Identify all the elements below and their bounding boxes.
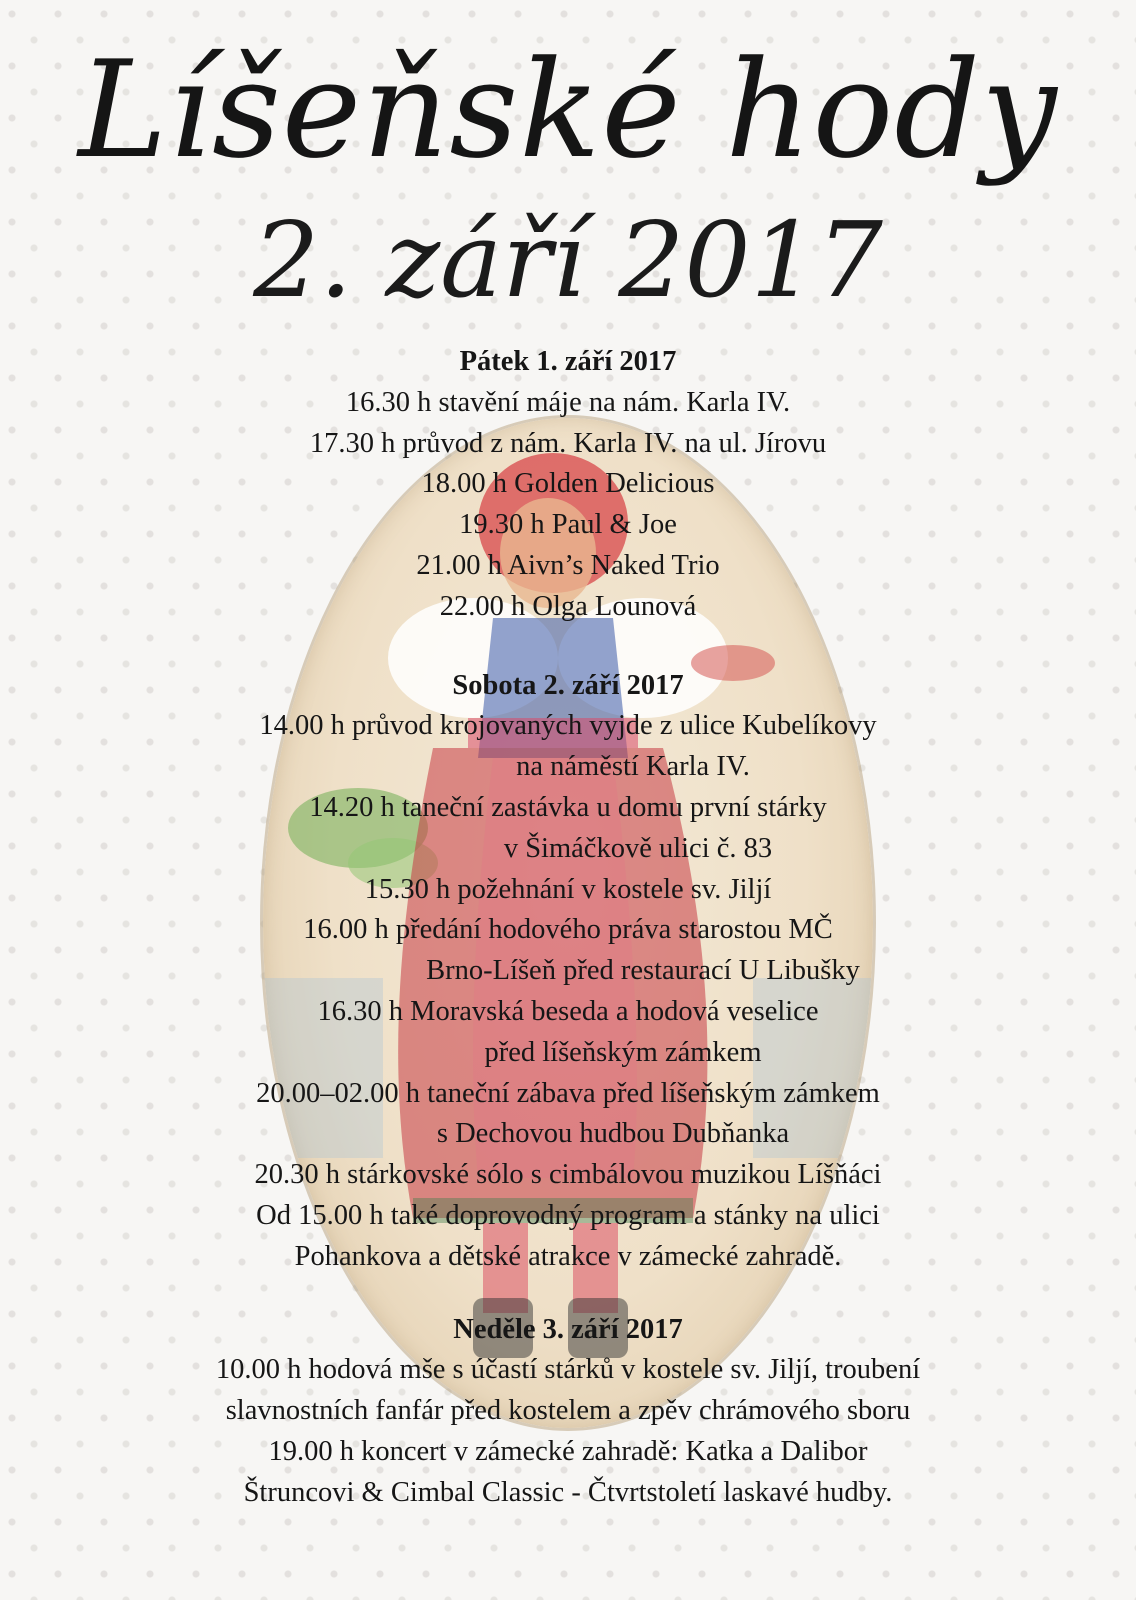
schedule-item: 17.30 h průvod z nám. Karla IV. na ul. Jírovu [309, 427, 827, 459]
event-program [0, 342, 1136, 1514]
schedule-item: 14.00 h průvod krojovaných vyjde z ulice Kubelíkovy [259, 710, 877, 742]
schedule-item: 21.00 h Aivn’s Naked Trio [416, 549, 720, 581]
schedule-item: 16.00 h předání hodového práva starostou MČ [303, 914, 833, 946]
section-gap [0, 628, 1136, 666]
schedule-item: 22.00 h Olga Lounová [439, 590, 697, 622]
schedule-item-continuation: před líšeňským zámkem [484, 1036, 762, 1068]
schedule-item: 16.30 h Moravská beseda a hodová veselice [317, 995, 819, 1027]
schedule-item: 15.30 h požehnání v kostele sv. Jiljí [364, 873, 772, 905]
schedule-item: 18.00 h Golden Delicious [421, 468, 715, 500]
event-title: Líšeňské hody [78, 32, 1058, 188]
schedule-item: 14.20 h taneční zastávka u domu první stárky [309, 791, 827, 823]
schedule-item-continuation: s Dechovou hudbou Dubňanka [436, 1118, 790, 1150]
schedule-item: 19.00 h koncert v zámecké zahradě: Katka a Dalibor [268, 1435, 868, 1467]
schedule-item: 10.00 h hodová mše s účastí stárků v kostele sv. Jiljí, troubení [215, 1354, 921, 1386]
schedule-item-continuation: Brno-Líšeň před restaurací U Libušky [426, 955, 860, 987]
schedule-item-continuation: Štruncovi & Cimbal Classic - Čtvrtstoletí laskavé hudby. [243, 1476, 893, 1508]
schedule-item: 19.30 h Paul & Joe [459, 509, 677, 541]
day-heading: Pátek 1. září 2017 [459, 346, 677, 377]
schedule-note: Pohankova a dětské atrakce v zámecké zahradě. [294, 1240, 842, 1272]
schedule-item-continuation: v Šimáčkově ulici č. 83 [503, 832, 773, 864]
event-date: 2. září 2017 [253, 199, 883, 321]
sunday-schedule [0, 1310, 1136, 1514]
day-heading: Sobota 2. září 2017 [452, 669, 684, 701]
friday-schedule [0, 342, 1136, 628]
schedule-item-continuation: slavnostních fanfár před kostelem a zpěv chrámového sboru [225, 1395, 911, 1427]
schedule-item: 20.00–02.00 h taneční zábava před líšeňským zámkem [256, 1077, 880, 1109]
section-gap [0, 1278, 1136, 1310]
schedule-item: 20.30 h stárkovské sólo s cimbálovou muzikou Líšňáci [254, 1159, 882, 1191]
saturday-schedule [0, 666, 1136, 1278]
schedule-item-continuation: na náměstí Karla IV. [516, 751, 750, 783]
schedule-item: 16.30 h stavění máje na nám. Karla IV. [345, 386, 791, 418]
day-heading: Neděle 3. září 2017 [453, 1313, 683, 1345]
schedule-note: Od 15.00 h také doprovodný program a stánky na ulici [256, 1199, 880, 1231]
